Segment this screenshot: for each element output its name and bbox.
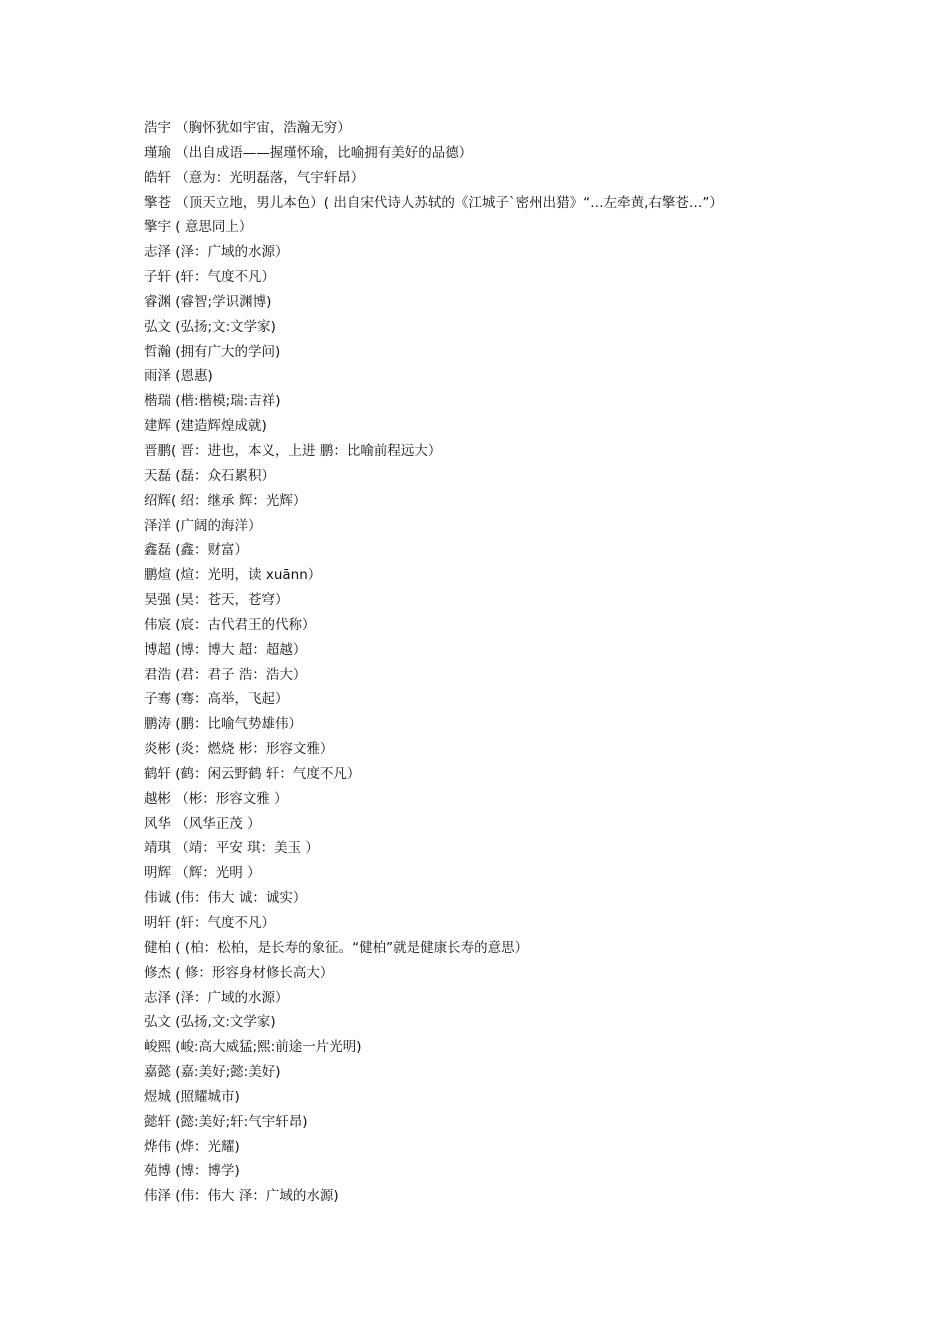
list-item: 睿渊 (睿智;学识渊博) [144,293,272,310]
list-item: 鑫磊 (鑫：财富） [144,542,249,559]
list-item: 懿轩 (懿:美好;轩:气宇轩昂) [144,1113,308,1130]
list-item: 苑博 (博：博学) [144,1163,240,1180]
list-item: 修杰 ( 修：形容身材修长高大） [144,964,334,981]
list-item: 鹏涛 (鹏：比喻气势雄伟） [144,716,303,733]
list-item: 博超 (博：博大 超：超越） [144,641,307,658]
list-item: 浩宇 （胸怀犹如宇宙，浩瀚无穷） [144,120,351,136]
list-item: 伟宸 (宸：古代君王的代称） [144,616,316,633]
list-item: 风华 （风华正茂 ） [144,815,261,832]
list-item: 靖琪 （靖：平安 琪：美玉 ） [144,840,319,857]
list-item: 志泽 (泽：广域的水源） [144,989,289,1006]
list-item: 峻熙 (峻:高大威猛;熙:前途一片光明) [144,1039,362,1056]
list-item: 瑾瑜 （出自成语——握瑾怀瑜，比喻拥有美好的品德） [144,144,473,161]
list-item: 晋鹏( 晋：进也，本义，上进 鹏：比喻前程远大） [144,442,442,459]
list-item: 鹤轩 (鹤：闲云野鹤 轩：气度不凡） [144,765,361,782]
list-item: 鹏煊 (煊：光明，读 xuānn） [144,567,322,584]
list-item: 子骞 (骞：高举，飞起） [144,691,289,708]
list-item: 弘文 (弘扬,文:文学家) [144,1014,276,1031]
list-item: 嘉懿 (嘉:美好;懿:美好) [144,1064,281,1081]
list-item: 健柏 ( (柏：松柏，是长寿的象征。“健柏”就是健康长寿的意思） [144,939,529,956]
list-item: 弘文 (弘扬;文:文学家) [144,318,276,335]
list-item: 擎苍 （顶天立地，男儿本色）( 出自宋代诗人苏轼的《江城子`密州出猎》“…左牵黄,右擎苍…”） [144,194,723,211]
list-item: 建辉 (建造辉煌成就) [144,418,267,435]
list-item: 泽洋 (广阔的海洋） [144,517,262,534]
list-item: 志泽 (泽：广域的水源） [144,244,289,261]
list-item: 昊强 (昊：苍天，苍穹） [144,592,289,609]
list-item: 君浩 (君：君子 浩：浩大） [144,666,307,683]
list-item: 楷瑞 (楷:楷模;瑞:吉祥) [144,393,281,410]
list-item: 烨伟 (烨：光耀) [144,1138,240,1155]
list-item: 绍辉( 绍：继承 辉：光辉） [144,492,307,509]
list-item: 伟泽 (伟：伟大 泽：广域的水源) [144,1188,339,1205]
list-item: 炎彬 (炎：燃烧 彬：形容文雅） [144,741,334,758]
list-item: 伟诚 (伟：伟大 诚：诚实） [144,890,307,907]
list-item: 明辉 （辉：光明 ） [144,865,261,882]
list-item: 天磊 (磊：众石累积） [144,467,276,484]
list-item: 皓轩 （意为：光明磊落，气宇轩昂） [144,169,365,186]
list-item: 雨泽 (恩惠) [144,368,213,385]
list-item: 子轩 (轩：气度不凡） [144,269,276,286]
list-item: 煜城 (照耀城市) [144,1088,240,1105]
name-list [144,116,924,1209]
list-item: 越彬 （彬：形容文雅 ） [144,790,288,807]
list-item: 擎宇 ( 意思同上） [144,219,253,236]
list-item: 明轩 (轩：气度不凡） [144,915,276,931]
list-item: 哲瀚 (拥有广大的学问) [144,343,281,360]
